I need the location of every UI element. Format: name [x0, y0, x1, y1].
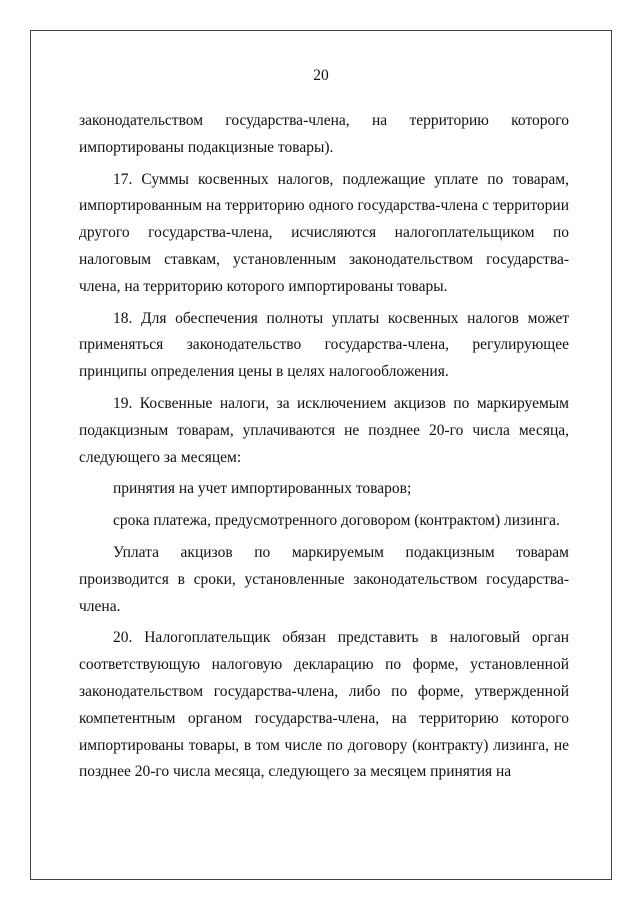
paragraph-continuation: законодательством государства-члена, на территорию которого импортированы подакцизные товары).: [79, 112, 569, 156]
paragraph-19-item-1: принятия на учет импортированных товаров;: [113, 480, 412, 498]
paragraph-excise-payment: Уплата акцизов по маркируемым подакцизным товарам производится в сроки, установленные законодательством государства-члена.: [79, 543, 569, 615]
document-body: [79, 108, 569, 786]
document-page: [30, 30, 612, 880]
paragraph-19: 19. Косвенные налоги, за исключением акцизов по маркируемым подакцизным товарам, уплачиваются не позднее 20-го числа месяца, следующего за месяцем:: [79, 394, 569, 466]
page-number: 20: [313, 67, 329, 84]
paragraph-20: 20. Налогоплательщик обязан представить в налоговый орган соответствующую налоговую декларацию по форме, установленной законодательством государства-члена, либо по форме, утвержденной компетентным органом государства-члена, на территорию которого импортированы товары, в том числе по договору (контракту) лизинга, не позднее 20-го числа месяца, следующего за месяцем принятия на: [79, 629, 569, 781]
paragraph-17: 17. Суммы косвенных налогов, подлежащие уплате по товарам, импортированным на территорию одного государства-члена с территории другого государства-члена, исчисляются налогоплательщиком по налоговым ставкам, установленным законодательством государства-члена, на территорию которого импортированы товары.: [79, 170, 569, 295]
paragraph-18: 18. Для обеспечения полноты уплаты косвенных налогов может применяться законодательство государства-члена, регулирующее принципы определения цены в целях налогообложения.: [79, 309, 569, 381]
paragraph-19-item-2: срока платежа, предусмотренного договором (контрактом) лизинга.: [113, 512, 560, 530]
